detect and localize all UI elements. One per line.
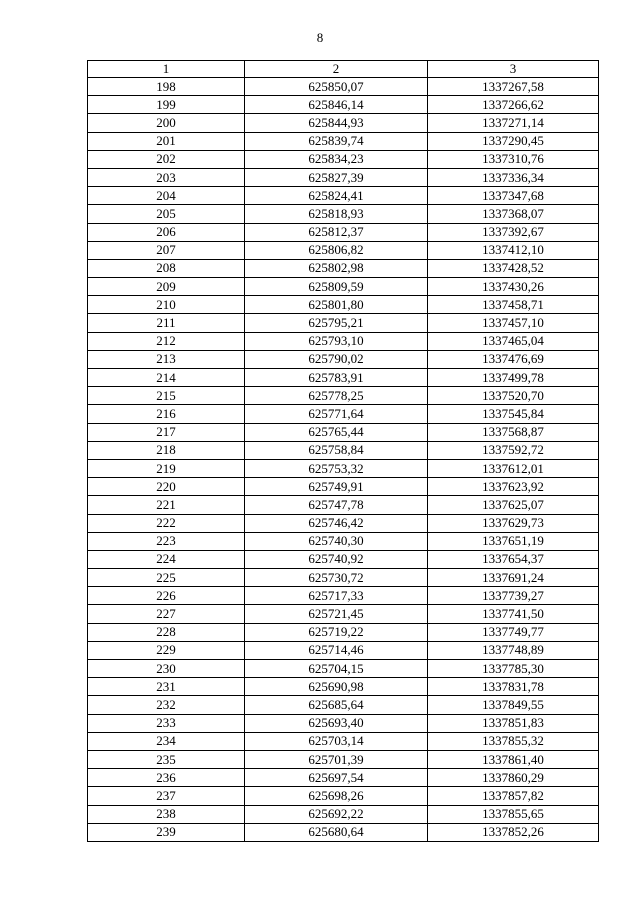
- table-row: [88, 405, 599, 423]
- table-row: [88, 678, 599, 696]
- y-coordinate-cell: 1337392,67: [428, 223, 599, 241]
- table-row: [88, 532, 599, 550]
- point-number-cell: 198: [88, 78, 245, 96]
- table-row: [88, 696, 599, 714]
- table-row: [88, 750, 599, 768]
- x-coordinate-cell: 625809,59: [245, 278, 428, 296]
- table-row: [88, 441, 599, 459]
- point-number-cell: 208: [88, 259, 245, 277]
- table-row: [88, 823, 599, 841]
- point-number-cell: 215: [88, 387, 245, 405]
- x-coordinate-cell: 625740,92: [245, 550, 428, 568]
- x-coordinate-cell: 625697,54: [245, 769, 428, 787]
- point-number-cell: 230: [88, 660, 245, 678]
- table-row: [88, 387, 599, 405]
- point-number-cell: 203: [88, 168, 245, 186]
- point-number-cell: 213: [88, 350, 245, 368]
- point-number-cell: 225: [88, 569, 245, 587]
- x-coordinate-cell: 625698,26: [245, 787, 428, 805]
- point-number-cell: 237: [88, 787, 245, 805]
- y-coordinate-cell: 1337629,73: [428, 514, 599, 532]
- table-row: [88, 150, 599, 168]
- x-coordinate-cell: 625844,93: [245, 114, 428, 132]
- y-coordinate-cell: 1337271,14: [428, 114, 599, 132]
- y-coordinate-cell: 1337831,78: [428, 678, 599, 696]
- y-coordinate-cell: 1337266,62: [428, 96, 599, 114]
- y-coordinate-cell: 1337592,72: [428, 441, 599, 459]
- column-header-3: 3: [428, 61, 599, 78]
- x-coordinate-cell: 625812,37: [245, 223, 428, 241]
- y-coordinate-cell: 1337741,50: [428, 605, 599, 623]
- point-number-cell: 219: [88, 459, 245, 477]
- y-coordinate-cell: 1337465,04: [428, 332, 599, 350]
- table-row: [88, 569, 599, 587]
- table-row: [88, 332, 599, 350]
- x-coordinate-cell: 625806,82: [245, 241, 428, 259]
- point-number-cell: 212: [88, 332, 245, 350]
- point-number-cell: 238: [88, 805, 245, 823]
- point-number-cell: 228: [88, 623, 245, 641]
- table-row: [88, 241, 599, 259]
- point-number-cell: 210: [88, 296, 245, 314]
- point-number-cell: 221: [88, 496, 245, 514]
- table-row: [88, 732, 599, 750]
- x-coordinate-cell: 625802,98: [245, 259, 428, 277]
- x-coordinate-cell: 625714,46: [245, 641, 428, 659]
- point-number-cell: 222: [88, 514, 245, 532]
- column-header-1: 1: [88, 61, 245, 78]
- point-number-cell: 220: [88, 478, 245, 496]
- y-coordinate-cell: 1337623,92: [428, 478, 599, 496]
- x-coordinate-cell: 625834,23: [245, 150, 428, 168]
- point-number-cell: 233: [88, 714, 245, 732]
- y-coordinate-cell: 1337458,71: [428, 296, 599, 314]
- y-coordinate-cell: 1337336,34: [428, 168, 599, 186]
- y-coordinate-cell: 1337520,70: [428, 387, 599, 405]
- y-coordinate-cell: 1337310,76: [428, 150, 599, 168]
- x-coordinate-cell: 625747,78: [245, 496, 428, 514]
- x-coordinate-cell: 625704,15: [245, 660, 428, 678]
- x-coordinate-cell: 625717,33: [245, 587, 428, 605]
- x-coordinate-cell: 625783,91: [245, 369, 428, 387]
- point-number-cell: 236: [88, 769, 245, 787]
- y-coordinate-cell: 1337568,87: [428, 423, 599, 441]
- x-coordinate-cell: 625703,14: [245, 732, 428, 750]
- y-coordinate-cell: 1337651,19: [428, 532, 599, 550]
- y-coordinate-cell: 1337625,07: [428, 496, 599, 514]
- point-number-cell: 200: [88, 114, 245, 132]
- point-number-cell: 201: [88, 132, 245, 150]
- table-row: [88, 805, 599, 823]
- x-coordinate-cell: 625721,45: [245, 605, 428, 623]
- point-number-cell: 214: [88, 369, 245, 387]
- table-row: [88, 423, 599, 441]
- y-coordinate-cell: 1337749,77: [428, 623, 599, 641]
- y-coordinate-cell: 1337785,30: [428, 660, 599, 678]
- table-body: [88, 78, 599, 842]
- x-coordinate-cell: 625801,80: [245, 296, 428, 314]
- y-coordinate-cell: 1337347,68: [428, 187, 599, 205]
- point-number-cell: 231: [88, 678, 245, 696]
- table-row: [88, 478, 599, 496]
- point-number-cell: 207: [88, 241, 245, 259]
- x-coordinate-cell: 625765,44: [245, 423, 428, 441]
- x-coordinate-cell: 625690,98: [245, 678, 428, 696]
- y-coordinate-cell: 1337748,89: [428, 641, 599, 659]
- x-coordinate-cell: 625758,84: [245, 441, 428, 459]
- y-coordinate-cell: 1337654,37: [428, 550, 599, 568]
- point-number-cell: 216: [88, 405, 245, 423]
- x-coordinate-cell: 625846,14: [245, 96, 428, 114]
- table-row: [88, 187, 599, 205]
- point-number-cell: 199: [88, 96, 245, 114]
- table-row: [88, 296, 599, 314]
- x-coordinate-cell: 625701,39: [245, 750, 428, 768]
- x-coordinate-cell: 625746,42: [245, 514, 428, 532]
- y-coordinate-cell: 1337739,27: [428, 587, 599, 605]
- y-coordinate-cell: 1337857,82: [428, 787, 599, 805]
- table-row: [88, 114, 599, 132]
- table-row: [88, 205, 599, 223]
- x-coordinate-cell: 625749,91: [245, 478, 428, 496]
- table-row: [88, 350, 599, 368]
- table-row: [88, 641, 599, 659]
- x-coordinate-cell: 625730,72: [245, 569, 428, 587]
- point-number-cell: 224: [88, 550, 245, 568]
- point-number-cell: 209: [88, 278, 245, 296]
- x-coordinate-cell: 625790,02: [245, 350, 428, 368]
- x-coordinate-cell: 625795,21: [245, 314, 428, 332]
- point-number-cell: 202: [88, 150, 245, 168]
- point-number-cell: 205: [88, 205, 245, 223]
- table-row: [88, 587, 599, 605]
- table-row: [88, 168, 599, 186]
- y-coordinate-cell: 1337457,10: [428, 314, 599, 332]
- y-coordinate-cell: 1337612,01: [428, 459, 599, 477]
- x-coordinate-cell: 625839,74: [245, 132, 428, 150]
- y-coordinate-cell: 1337851,83: [428, 714, 599, 732]
- table-row: [88, 550, 599, 568]
- point-number-cell: 235: [88, 750, 245, 768]
- table-row: [88, 314, 599, 332]
- header-row: [88, 61, 599, 78]
- page-number: 8: [316, 30, 324, 45]
- y-coordinate-cell: 1337852,26: [428, 823, 599, 841]
- x-coordinate-cell: 625680,64: [245, 823, 428, 841]
- table-row: [88, 369, 599, 387]
- point-number-cell: 206: [88, 223, 245, 241]
- y-coordinate-cell: 1337368,07: [428, 205, 599, 223]
- table-row: [88, 78, 599, 96]
- y-coordinate-cell: 1337860,29: [428, 769, 599, 787]
- x-coordinate-cell: 625771,64: [245, 405, 428, 423]
- table-row: [88, 496, 599, 514]
- table-row: [88, 660, 599, 678]
- y-coordinate-cell: 1337430,26: [428, 278, 599, 296]
- table-row: [88, 605, 599, 623]
- table-row: [88, 223, 599, 241]
- y-coordinate-cell: 1337476,69: [428, 350, 599, 368]
- point-number-cell: 227: [88, 605, 245, 623]
- x-coordinate-cell: 625740,30: [245, 532, 428, 550]
- table-row: [88, 623, 599, 641]
- table-header: [88, 61, 599, 78]
- point-number-cell: 218: [88, 441, 245, 459]
- x-coordinate-cell: 625818,93: [245, 205, 428, 223]
- y-coordinate-cell: 1337849,55: [428, 696, 599, 714]
- y-coordinate-cell: 1337428,52: [428, 259, 599, 277]
- x-coordinate-cell: 625793,10: [245, 332, 428, 350]
- table-row: [88, 769, 599, 787]
- column-header-2: 2: [245, 61, 428, 78]
- table-row: [88, 787, 599, 805]
- x-coordinate-cell: 625827,39: [245, 168, 428, 186]
- x-coordinate-cell: 625692,22: [245, 805, 428, 823]
- point-number-cell: 226: [88, 587, 245, 605]
- x-coordinate-cell: 625753,32: [245, 459, 428, 477]
- x-coordinate-cell: 625685,64: [245, 696, 428, 714]
- y-coordinate-cell: 1337499,78: [428, 369, 599, 387]
- table-row: [88, 132, 599, 150]
- table-row: [88, 714, 599, 732]
- table-row: [88, 514, 599, 532]
- point-number-cell: 211: [88, 314, 245, 332]
- y-coordinate-cell: 1337267,58: [428, 78, 599, 96]
- table-row: [88, 459, 599, 477]
- x-coordinate-cell: 625850,07: [245, 78, 428, 96]
- x-coordinate-cell: 625693,40: [245, 714, 428, 732]
- point-number-cell: 232: [88, 696, 245, 714]
- y-coordinate-cell: 1337861,40: [428, 750, 599, 768]
- point-number-cell: 229: [88, 641, 245, 659]
- table-row: [88, 259, 599, 277]
- point-number-cell: 217: [88, 423, 245, 441]
- point-number-cell: 239: [88, 823, 245, 841]
- y-coordinate-cell: 1337412,10: [428, 241, 599, 259]
- point-number-cell: 204: [88, 187, 245, 205]
- table-row: [88, 96, 599, 114]
- y-coordinate-cell: 1337855,65: [428, 805, 599, 823]
- table-row: [88, 278, 599, 296]
- point-number-cell: 223: [88, 532, 245, 550]
- y-coordinate-cell: 1337545,84: [428, 405, 599, 423]
- y-coordinate-cell: 1337691,24: [428, 569, 599, 587]
- y-coordinate-cell: 1337290,45: [428, 132, 599, 150]
- x-coordinate-cell: 625824,41: [245, 187, 428, 205]
- coordinates-table: [87, 60, 599, 842]
- x-coordinate-cell: 625719,22: [245, 623, 428, 641]
- y-coordinate-cell: 1337855,32: [428, 732, 599, 750]
- x-coordinate-cell: 625778,25: [245, 387, 428, 405]
- point-number-cell: 234: [88, 732, 245, 750]
